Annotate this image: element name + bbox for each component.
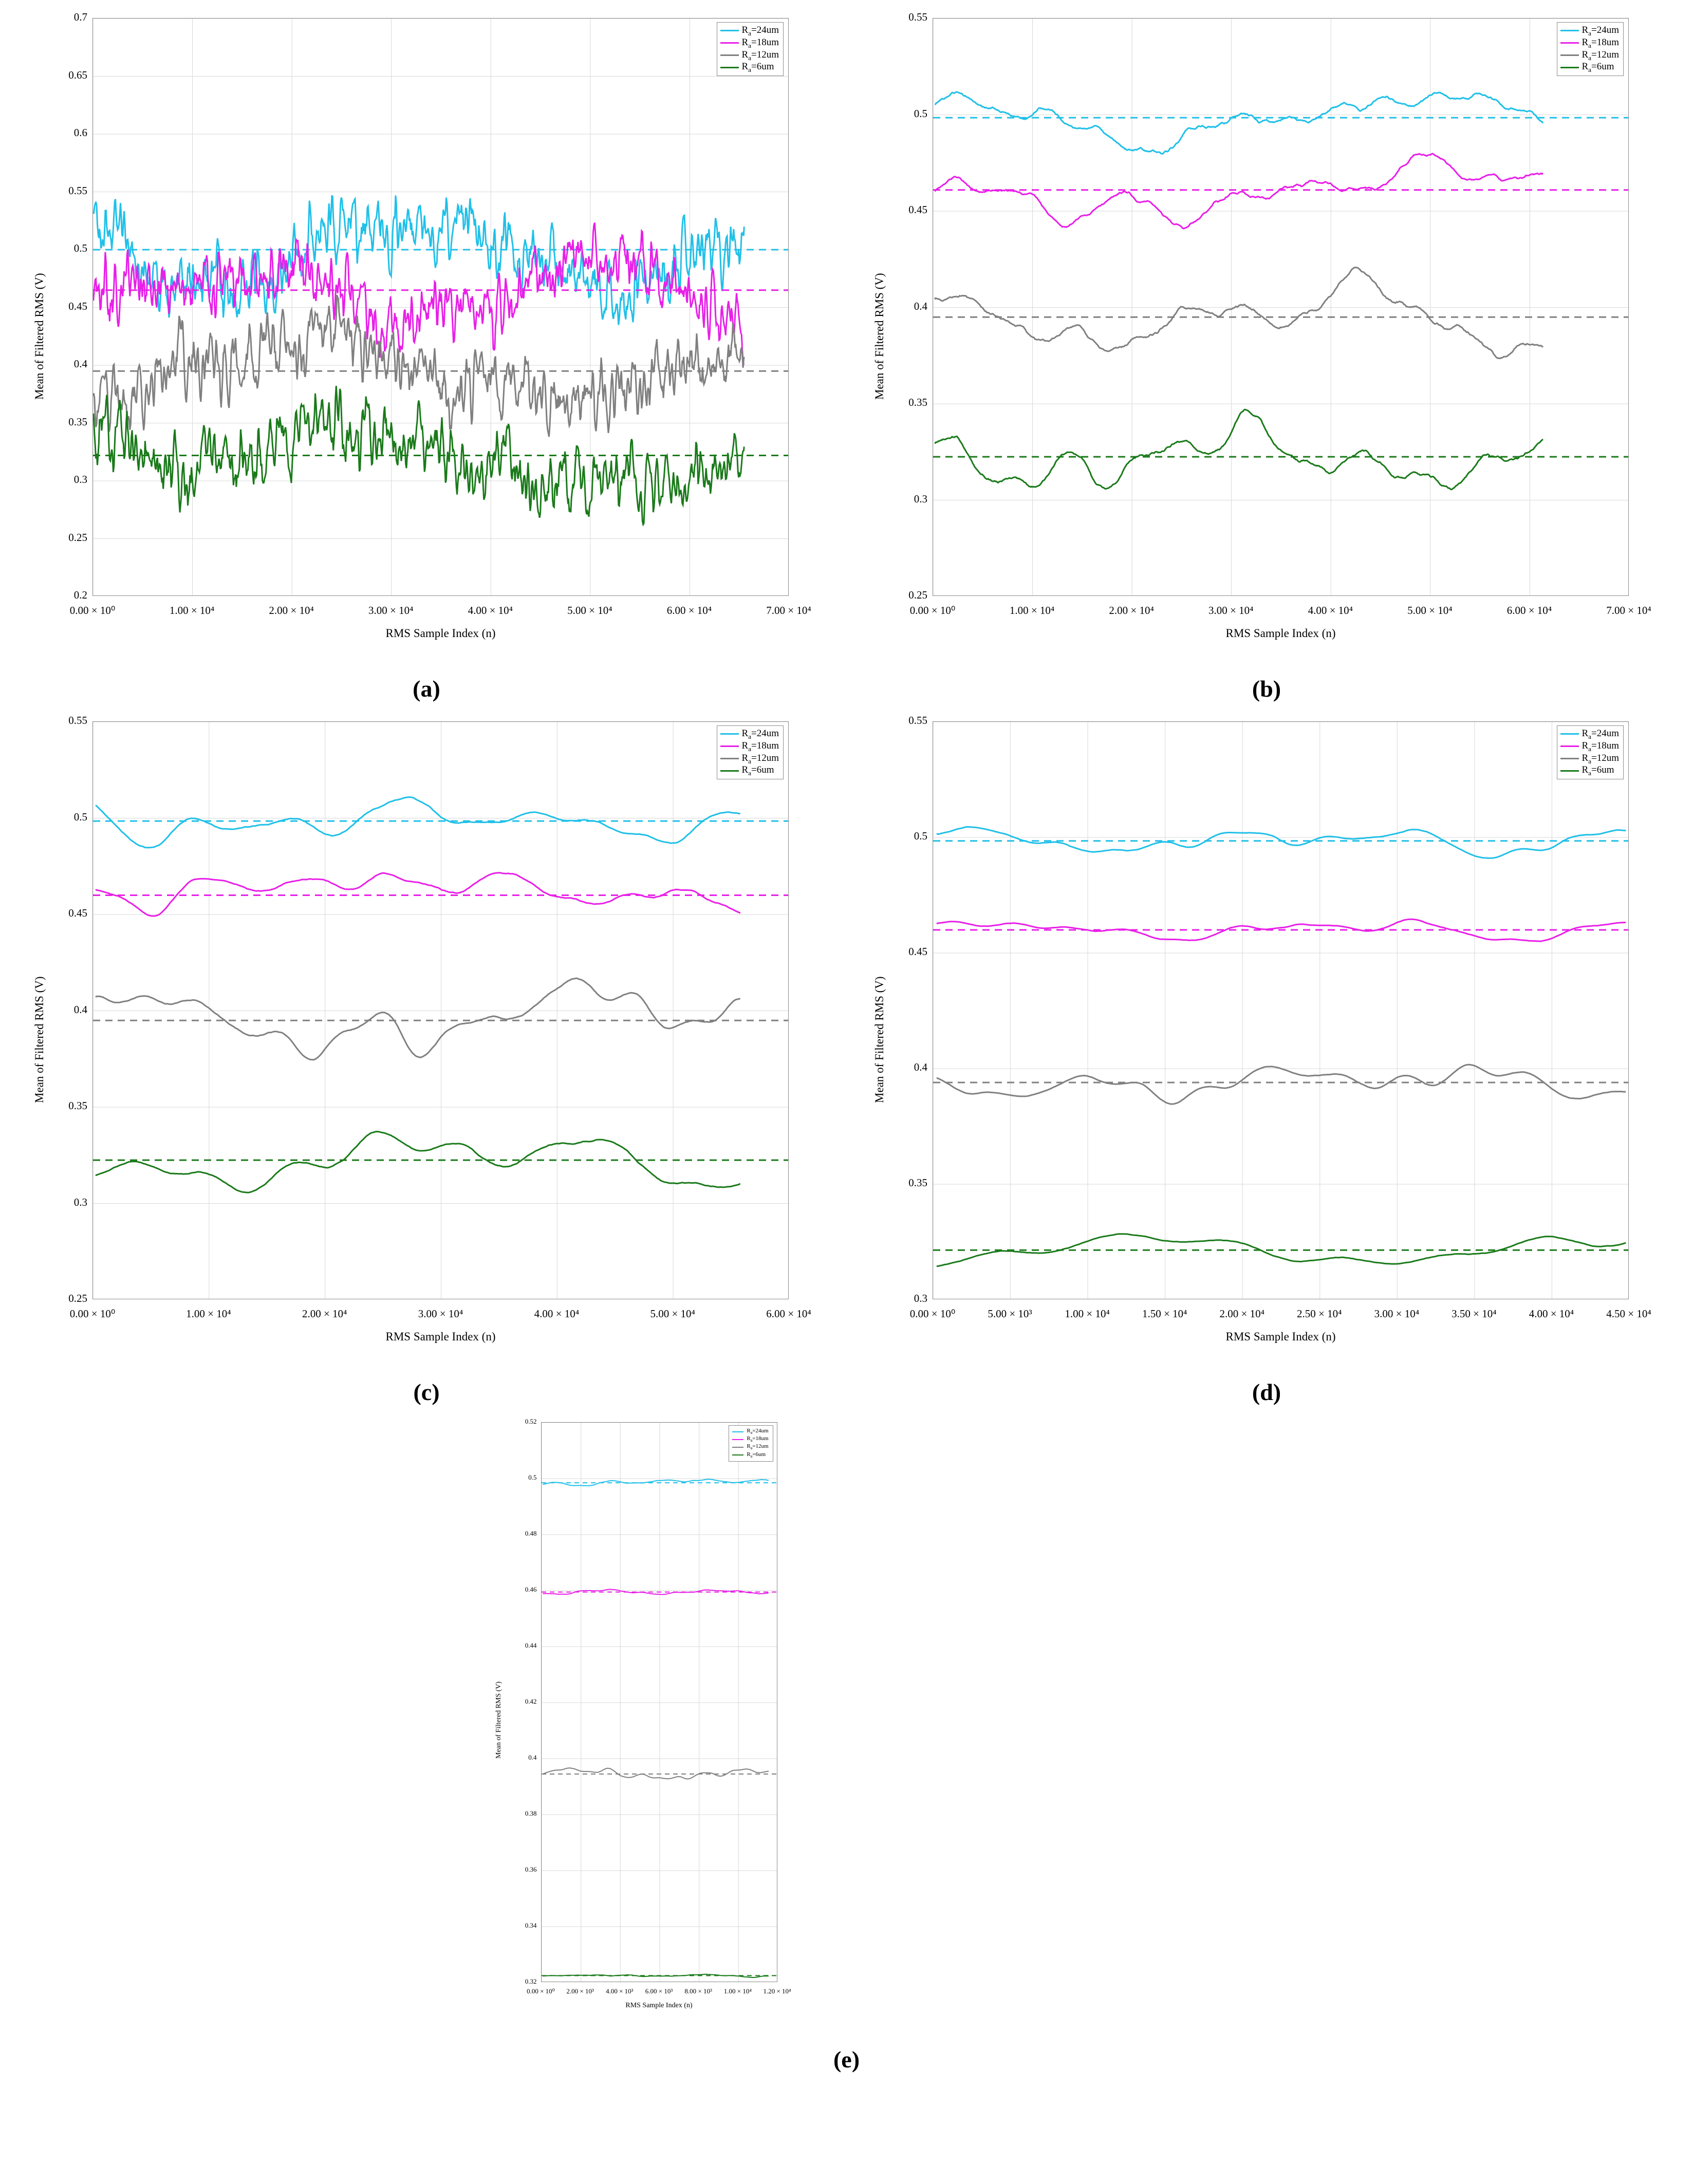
x-tick-label: 2.00 × 10⁴ xyxy=(302,1308,347,1320)
legend-item[interactable] xyxy=(720,62,779,73)
plot-c xyxy=(15,708,817,1376)
x-tick-label: 0.00 × 10⁰ xyxy=(909,1308,956,1320)
y-axis-label: Mean of Filtered RMS (V) xyxy=(33,976,46,1103)
panel-b xyxy=(855,5,1678,708)
x-tick-label: 1.00 × 10⁴ xyxy=(169,604,215,617)
x-tick-label: 5.00 × 10⁴ xyxy=(1407,604,1453,617)
legend-color-swatch xyxy=(720,770,739,772)
panel-e xyxy=(15,1412,1678,2079)
legend-color-swatch xyxy=(1560,733,1579,735)
legend-item[interactable] xyxy=(1560,741,1619,752)
legend-label: $R_a=24um$ xyxy=(747,1428,769,1435)
x-tick-label: 1.00 × 10⁴ xyxy=(186,1308,231,1320)
x-tick-label: 6.00 × 10⁴ xyxy=(1506,604,1552,617)
curves-d xyxy=(933,722,1629,1299)
x-tick-label: 2.50 × 10⁴ xyxy=(1297,1308,1342,1320)
plot-d xyxy=(855,708,1657,1376)
y-tick-label: 0.35 xyxy=(68,1099,87,1112)
legend-color-swatch xyxy=(720,67,739,68)
y-tick-label: 0.4 xyxy=(73,1003,87,1016)
x-tick-label: 4.00 × 10⁴ xyxy=(1529,1308,1574,1320)
legend-color-swatch xyxy=(1560,758,1579,759)
x-tick-label: 1.50 × 10⁴ xyxy=(1142,1308,1187,1320)
plot-area-a xyxy=(92,18,789,596)
y-tick-label: 0.6 xyxy=(73,126,87,139)
x-axis-label: RMS Sample Index (n) xyxy=(1225,1330,1336,1343)
legend-item[interactable] xyxy=(1560,765,1619,776)
legend-color-swatch xyxy=(1560,30,1579,31)
legend-color-swatch xyxy=(1560,42,1579,44)
legend-item[interactable] xyxy=(720,765,779,776)
series-line-3 xyxy=(96,1132,740,1193)
x-tick-label: 2.00 × 10⁴ xyxy=(1219,1308,1264,1320)
legend-item[interactable] xyxy=(1560,753,1619,764)
legend-label: $R_a=12um$ xyxy=(747,1443,769,1451)
legend-label: $R_a=24um$ xyxy=(741,25,779,37)
y-tick-label: 0.5 xyxy=(528,1473,537,1481)
y-axis-label: Mean of Filtered RMS (V) xyxy=(873,976,886,1103)
legend-label: $R_a=24um$ xyxy=(741,728,779,740)
legend-color-swatch xyxy=(732,1454,743,1455)
legend-color-swatch xyxy=(732,1439,743,1440)
panel-label-d: (d) xyxy=(1252,1379,1281,1405)
y-tick-label: 0.32 xyxy=(525,1977,537,1985)
y-axis-label: Mean of Filtered RMS (V) xyxy=(873,272,886,400)
curves-c xyxy=(93,722,789,1299)
plot-b xyxy=(855,5,1657,673)
series-line-2 xyxy=(94,295,745,437)
y-tick-label: 0.5 xyxy=(73,242,87,254)
legend xyxy=(729,1425,773,1462)
legend-label: $R_a=6um$ xyxy=(1582,61,1614,74)
y-tick-label: 0.2 xyxy=(73,589,87,601)
y-tick-label: 0.7 xyxy=(73,11,87,23)
y-tick-label: 0.45 xyxy=(68,907,87,919)
legend-label: $R_a=24um$ xyxy=(1582,728,1619,740)
y-tick-label: 0.5 xyxy=(914,107,927,120)
panel-label-b: (b) xyxy=(1252,676,1281,702)
series-line-2 xyxy=(937,1065,1626,1104)
legend-label: $R_a=18um$ xyxy=(741,740,779,753)
x-tick-label: 3.00 × 10⁴ xyxy=(1208,604,1254,617)
x-axis-label: RMS Sample Index (n) xyxy=(1225,627,1336,640)
legend-item[interactable] xyxy=(720,38,779,49)
x-tick-label: 5.00 × 10³ xyxy=(988,1308,1032,1320)
curves-b xyxy=(933,18,1629,596)
plot-area-b xyxy=(933,18,1629,596)
curves-e xyxy=(542,1423,777,1982)
y-tick-label: 0.48 xyxy=(525,1529,537,1537)
panel-label-c: (c) xyxy=(413,1379,440,1405)
legend-label: $R_a=6um$ xyxy=(741,764,774,777)
x-tick-label: 3.00 × 10⁴ xyxy=(1374,1308,1420,1320)
panel-label-a: (a) xyxy=(413,676,440,702)
legend-label: $R_a=12um$ xyxy=(1582,49,1619,62)
x-tick-label: 1.20 × 10⁴ xyxy=(763,1987,791,1995)
legend-color-swatch xyxy=(720,54,739,56)
legend-item[interactable] xyxy=(720,741,779,752)
legend-item[interactable] xyxy=(720,25,779,36)
x-tick-label: 5.00 × 10⁴ xyxy=(650,1308,695,1320)
x-tick-label: 6.00 × 10³ xyxy=(645,1987,673,1995)
legend-label: $R_a=24um$ xyxy=(1582,25,1619,37)
y-tick-label: 0.55 xyxy=(908,11,927,23)
y-tick-label: 0.25 xyxy=(908,589,927,601)
legend-color-swatch xyxy=(720,745,739,747)
x-tick-label: 1.00 × 10⁴ xyxy=(1065,1308,1110,1320)
x-tick-label: 0.00 × 10⁰ xyxy=(527,1987,555,1995)
legend xyxy=(717,725,784,779)
series-line-1 xyxy=(935,154,1543,229)
legend-color-swatch xyxy=(720,733,739,735)
x-tick-label: 8.00 × 10³ xyxy=(684,1987,712,1995)
legend-item[interactable] xyxy=(1560,25,1619,36)
legend-label: $R_a=18um$ xyxy=(747,1435,769,1443)
legend-label: $R_a=12um$ xyxy=(1582,752,1619,765)
x-tick-label: 3.00 × 10⁴ xyxy=(368,604,414,617)
y-tick-label: 0.25 xyxy=(68,1292,87,1304)
plot-area-c xyxy=(92,721,789,1299)
y-tick-label: 0.35 xyxy=(68,415,87,428)
y-tick-label: 0.4 xyxy=(914,300,927,312)
x-tick-label: 1.00 × 10⁴ xyxy=(1009,604,1055,617)
y-tick-label: 0.55 xyxy=(908,714,927,726)
x-tick-label: 0.00 × 10⁰ xyxy=(69,1308,116,1320)
legend-item[interactable] xyxy=(720,50,779,61)
panel-a xyxy=(15,5,838,708)
legend-label: $R_a=6um$ xyxy=(747,1451,766,1459)
legend-item[interactable] xyxy=(720,753,779,764)
legend-label: $R_a=18um$ xyxy=(741,36,779,49)
y-tick-label: 0.35 xyxy=(908,396,927,408)
y-tick-label: 0.4 xyxy=(528,1753,537,1761)
legend-item[interactable] xyxy=(732,1452,768,1459)
legend-color-swatch xyxy=(1560,54,1579,56)
x-tick-label: 2.00 × 10³ xyxy=(566,1987,594,1995)
x-tick-label: 0.00 × 10⁰ xyxy=(69,604,116,617)
legend-color-swatch xyxy=(720,758,739,759)
x-tick-label: 2.00 × 10⁴ xyxy=(269,604,314,617)
y-tick-label: 0.55 xyxy=(68,184,87,197)
series-line-0 xyxy=(935,92,1543,154)
panel-label-e: (e) xyxy=(833,2046,860,2073)
legend-item[interactable] xyxy=(1560,729,1619,740)
series-line-2 xyxy=(935,268,1543,359)
x-tick-label: 4.50 × 10⁴ xyxy=(1606,1308,1651,1320)
x-tick-label: 4.00 × 10³ xyxy=(606,1987,634,1995)
y-axis-label: Mean of Filtered RMS (V) xyxy=(33,272,46,400)
y-tick-label: 0.45 xyxy=(68,300,87,312)
legend-label: $R_a=6um$ xyxy=(1582,764,1614,777)
legend-label: $R_a=18um$ xyxy=(1582,36,1619,49)
figure-row-2 xyxy=(15,708,1678,1412)
x-axis-label: RMS Sample Index (n) xyxy=(385,1330,496,1343)
y-tick-label: 0.4 xyxy=(914,1061,927,1073)
legend-label: $R_a=12um$ xyxy=(741,752,779,765)
x-tick-label: 7.00 × 10⁴ xyxy=(1606,604,1651,617)
y-tick-label: 0.3 xyxy=(914,1292,927,1304)
x-tick-label: 0.00 × 10⁰ xyxy=(909,604,956,617)
y-tick-label: 0.65 xyxy=(68,68,87,81)
y-axis-label: Mean of Filtered RMS (V) xyxy=(494,1681,503,1759)
y-tick-label: 0.55 xyxy=(68,714,87,726)
y-tick-label: 0.5 xyxy=(914,830,927,842)
x-tick-label: 3.50 × 10⁴ xyxy=(1452,1308,1497,1320)
x-tick-label: 4.00 × 10⁴ xyxy=(534,1308,580,1320)
x-tick-label: 5.00 × 10⁴ xyxy=(567,604,612,617)
legend-color-swatch xyxy=(720,30,739,31)
legend xyxy=(717,22,784,76)
y-tick-label: 0.45 xyxy=(908,945,927,958)
y-tick-label: 0.3 xyxy=(914,492,927,505)
panel-c xyxy=(15,708,838,1412)
y-tick-label: 0.5 xyxy=(73,810,87,823)
y-tick-label: 0.3 xyxy=(73,1196,87,1208)
x-tick-label: 7.00 × 10⁴ xyxy=(766,604,811,617)
figure-row-1 xyxy=(15,5,1678,708)
legend-color-swatch xyxy=(720,42,739,44)
series-line-0 xyxy=(96,797,740,848)
y-tick-label: 0.38 xyxy=(525,1809,537,1817)
plot-area-d xyxy=(933,721,1629,1299)
legend-label: $R_a=18um$ xyxy=(1582,740,1619,753)
legend-item[interactable] xyxy=(720,729,779,740)
plot-area-e xyxy=(541,1422,777,1982)
legend-label: $R_a=12um$ xyxy=(741,49,779,62)
series-line-3 xyxy=(935,409,1543,490)
y-tick-label: 0.45 xyxy=(908,203,927,216)
x-tick-label: 6.00 × 10⁴ xyxy=(666,604,712,617)
legend-color-swatch xyxy=(1560,67,1579,68)
figure-row-3 xyxy=(15,1412,1678,2079)
x-tick-label: 4.00 × 10⁴ xyxy=(1308,604,1353,617)
x-tick-label: 2.00 × 10⁴ xyxy=(1109,604,1154,617)
legend-color-swatch xyxy=(732,1431,743,1432)
legend-item[interactable] xyxy=(732,1436,768,1443)
series-line-2 xyxy=(543,1768,768,1779)
legend-label: $R_a=6um$ xyxy=(741,61,774,74)
x-tick-label: 4.00 × 10⁴ xyxy=(468,604,513,617)
y-tick-label: 0.44 xyxy=(525,1641,537,1649)
legend-color-swatch xyxy=(1560,770,1579,772)
x-tick-label: 3.00 × 10⁴ xyxy=(418,1308,463,1320)
x-tick-label: 1.00 × 10⁴ xyxy=(723,1987,752,1995)
legend-item[interactable] xyxy=(1560,38,1619,49)
y-tick-label: 0.46 xyxy=(525,1585,537,1593)
series-line-0 xyxy=(94,196,745,325)
y-tick-label: 0.52 xyxy=(525,1417,537,1425)
x-axis-label: RMS Sample Index (n) xyxy=(625,2002,693,2009)
x-axis-label: RMS Sample Index (n) xyxy=(385,627,496,640)
y-tick-label: 0.25 xyxy=(68,531,87,544)
series-line-1 xyxy=(96,873,740,916)
series-line-0 xyxy=(937,827,1626,858)
y-tick-label: 0.42 xyxy=(525,1697,537,1705)
legend-item[interactable] xyxy=(1560,50,1619,61)
curves-a xyxy=(93,18,789,596)
y-tick-label: 0.34 xyxy=(525,1921,537,1929)
legend xyxy=(1557,725,1624,779)
y-tick-label: 0.3 xyxy=(73,473,87,486)
y-tick-label: 0.35 xyxy=(908,1177,927,1189)
y-tick-label: 0.36 xyxy=(525,1865,537,1873)
legend-color-swatch xyxy=(732,1447,743,1448)
legend-item[interactable] xyxy=(732,1444,768,1450)
plot-e xyxy=(479,1412,1214,2044)
y-tick-label: 0.4 xyxy=(73,358,87,370)
legend-item[interactable] xyxy=(732,1428,768,1435)
legend xyxy=(1557,22,1624,76)
panel-d xyxy=(855,708,1678,1412)
legend-color-swatch xyxy=(1560,745,1579,747)
x-tick-label: 6.00 × 10⁴ xyxy=(766,1308,811,1320)
series-line-2 xyxy=(96,978,740,1060)
plot-a xyxy=(15,5,817,673)
legend-item[interactable] xyxy=(1560,62,1619,73)
